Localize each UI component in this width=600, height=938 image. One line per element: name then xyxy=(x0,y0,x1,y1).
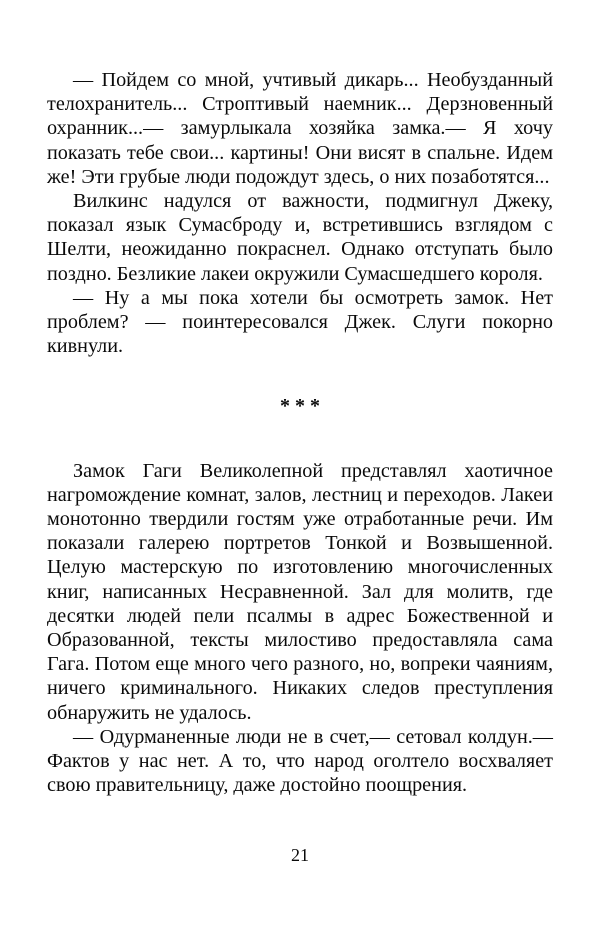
book-page xyxy=(47,68,553,797)
paragraph-wilkins: Вилкинс надулся от важности, подмигнул Джеку, показал язык Сумасброду и, встретившись взглядом с Шелти, неожиданно покраснел. Однако отступать было поздно. Безликие лакеи окружили Сумасшедшего короля. xyxy=(47,190,553,285)
paragraph-castle-description: Замок Гаги Великолепной представлял хаотичное нагромождение комнат, залов, лестниц и переходов. Лакеи монотонно твердили гостям уже отработанные речи. Им показали галерею портретов Тонкой и Возвышенной. Целую мастерскую по изготовлению многочисленных книг, написанных Несравненной. Зал для молитв, где десятки людей пели псалмы в адрес Божественной и Образованной, тексты милостиво предоставляла сама Гага. Потом еще много чего разного, но, вопреки чаяниям, ничего криминального. Никаких следов преступления обнаружить не удалось. xyxy=(47,459,553,724)
section-break: *** xyxy=(280,395,325,418)
paragraph-sorcerer-complaint: — Одурманенные люди не в счет,— сетовал колдун.— Фактов у нас нет. А то, что народ оголтело восхваляет свою правительницу, даже достойно поощрения. xyxy=(47,725,553,797)
spacer xyxy=(47,358,553,394)
page-number: 21 xyxy=(291,845,309,865)
spacer xyxy=(47,419,553,459)
paragraph-invitation: — Пойдем со мной, учтивый дикарь... Необузданный телохранитель... Строптивый наемник... Дерзновенный охранник...— замурлыкала хозяйка замка.— Я хочу показать тебе свои... картины! Они висят в спальне. Идем же! Эти грубые люди подождут здесь, о них позаботятся... xyxy=(47,69,553,188)
paragraph-jack-question: — Ну а мы пока хотели бы осмотреть замок. Нет проблем? — поинтересовался Джек. Слуги покорно кивнули. xyxy=(47,286,553,358)
